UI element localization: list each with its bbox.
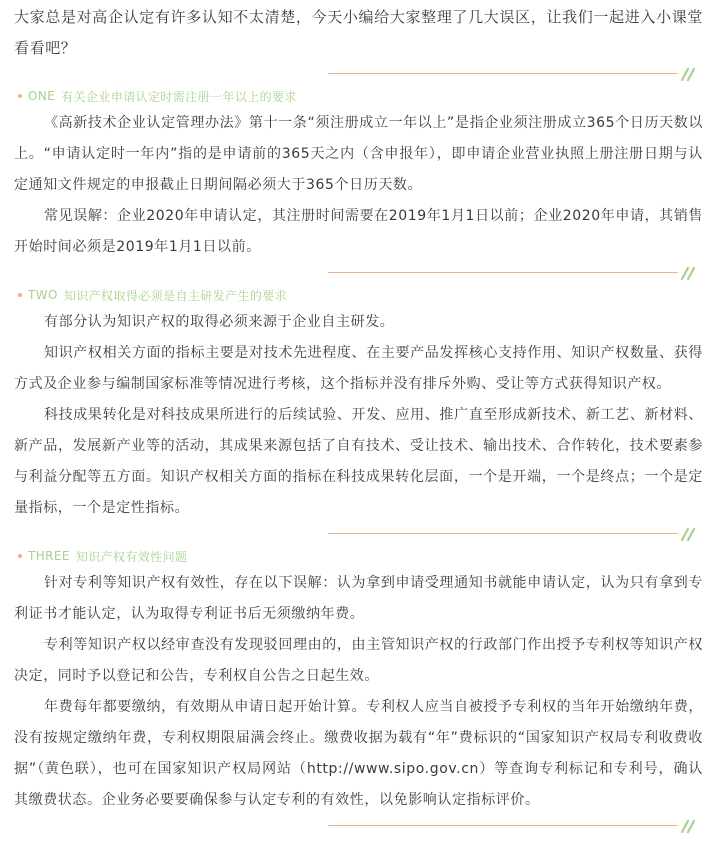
bullet-dot-icon [18, 554, 22, 558]
section-divider [0, 818, 711, 836]
section-divider [0, 526, 711, 544]
bullet-dot-icon [18, 94, 22, 98]
double-slash-icon [678, 265, 698, 281]
section-divider [0, 265, 711, 283]
section-number: THREE [28, 549, 70, 563]
divider-line [328, 825, 678, 826]
paragraph: 有部分认为知识产权的取得必须来源于企业自主研发。 [44, 314, 395, 330]
section-heading-two [0, 283, 711, 307]
section-title: 知识产权有效性问题 [75, 549, 188, 564]
double-slash-icon [678, 818, 698, 834]
paragraph: 科技成果转化是对科技成果所进行的后续试验、开发、应用、推广直至形成新技术、新工艺、新材料、新产品，发展新产业等的活动，其成果来源包括了自有技术、受让技术、输出技术、合作转化，技术要素参与利益分配等五方面。知识产权相关方面的指标在科技成果转化层面，一个是开端，一个是终点；一个是定量指标，一个是定性指标。 [14, 407, 703, 516]
section-number: ONE [28, 89, 56, 103]
paragraph: 知识产权相关方面的指标主要是对技术先进程度、在主要产品发挥核心支持作用、知识产权数量、获得方式及企业参与编制国家标准等情况进行考核，这个指标并没有排斥外购、受让等方式获得知识产权。 [14, 345, 703, 392]
paragraph: 专利等知识产权以经审查没有发现驳回理由的，由主管知识产权的行政部门作出授予专利权等知识产权决定，同时予以登记和公告，专利权自公告之日起生效。 [14, 637, 703, 684]
paragraph: 《高新技术企业认定管理办法》第十一条“须注册成立一年以上”是指企业须注册成立365个日历天数以上。“申请认定时一年内”指的是申请前的365天之内（含申报年），即申请企业营业执照上册注册日期与认定通知文件规定的申报截止日期间隔必须大于365个日历天数。 [14, 115, 703, 193]
paragraph: 针对专利等知识产权有效性，存在以下误解：认为拿到申请受理通知书就能申请认定，认为只有拿到专利证书才能认定，认为取得专利证书后无须缴纳年费。 [14, 575, 703, 622]
intro-text: 大家总是对高企认定有许多认知不太清楚，今天小编给大家整理了几大误区，让我们一起进入小课堂看看吧？ [14, 8, 703, 57]
section-divider [0, 66, 711, 84]
double-slash-icon [678, 526, 698, 542]
divider-line [328, 272, 678, 273]
section-title: 知识产权取得必须是自主研发产生的要求 [63, 288, 288, 303]
paragraph: 年费每年都要缴纳，有效期从申请日起开始计算。专利权人应当自被授予专利权的当年开始缴纳年费，没有按规定缴纳年费，专利权期限届满会终止。缴费收据为载有“年”费标识的“国家知识产权局专利收费收据”（黄色联），也可在国家知识产权局网站（http://www.sipo.gov.cn）等查询专利标记和专利号，确认其缴费状态。企业务必要要确保参与认定专利的有效性，以免影响认定指标评价。 [14, 699, 703, 808]
section-heading-three [0, 544, 711, 568]
paragraph: 常见误解：企业2020年申请认定，其注册时间需要在2019年1月1日以前；企业2020年申请，其销售开始时间必须是2019年1月1日以前。 [14, 208, 703, 255]
divider-line [328, 533, 678, 534]
section-title: 有关企业申请认定时需注册一年以上的要求 [61, 89, 297, 104]
section-number: TWO [28, 288, 58, 302]
bullet-dot-icon [18, 293, 22, 297]
double-slash-icon [678, 66, 698, 82]
divider-line [328, 73, 678, 74]
section-heading-one [0, 84, 711, 108]
